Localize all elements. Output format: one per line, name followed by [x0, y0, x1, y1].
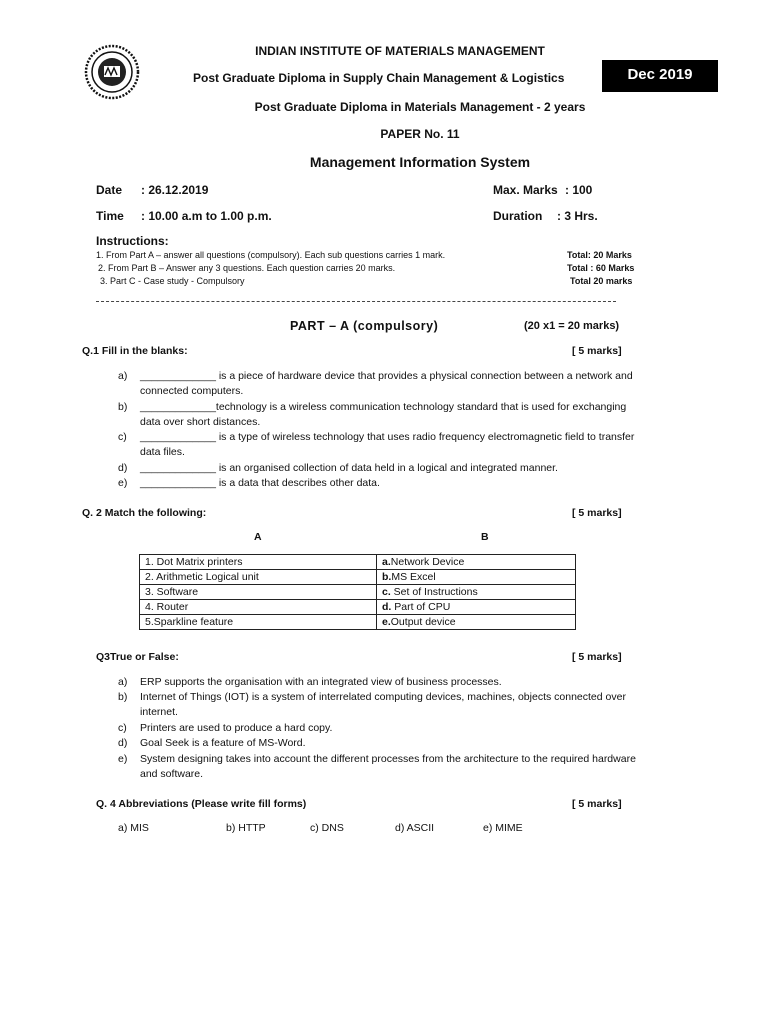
match-cell-a: 1. Dot Matrix printers — [140, 555, 377, 570]
match-cell-b: b.MS Excel — [377, 570, 576, 585]
q4-title: Q. 4 Abbreviations (Please write fill forms) — [96, 798, 307, 810]
instruction-item: 2. From Part B – Answer any 3 questions. Each question carries 20 marks. — [98, 263, 396, 273]
q1-item-letter: a) — [118, 370, 128, 382]
q1-item-text: _____________ is a data that describes other data. — [140, 477, 380, 489]
q1-title: Q.1 Fill in the blanks: — [82, 345, 188, 357]
match-cell-a: 4. Router — [140, 600, 377, 615]
program-title-mm: Post Graduate Diploma in Materials Management - 2 years — [254, 100, 586, 114]
table-row — [140, 570, 576, 585]
match-cell-a: 3. Software — [140, 585, 377, 600]
match-cell-a: 2. Arithmetic Logical unit — [140, 570, 377, 585]
program-title-scm: Post Graduate Diploma in Supply Chain Management & Logistics — [193, 71, 565, 85]
table-row — [140, 600, 576, 615]
q3-item-letter: c) — [118, 722, 127, 734]
time-value: : 10.00 a.m to 1.00 p.m. — [141, 209, 272, 223]
paper-number: PAPER No. 11 — [380, 127, 460, 141]
q2-marks: [ 5 marks] — [572, 507, 622, 519]
match-cell-b: a.Network Device — [377, 555, 576, 570]
q1-item-letter: e) — [118, 477, 128, 489]
abbreviation-item: a) MIS — [118, 822, 149, 834]
table-row — [140, 615, 576, 630]
exam-date-badge: Dec 2019 — [602, 60, 718, 92]
q1-item-text: _____________ is an organised collection of data held in a logical and integrated manner. — [140, 462, 558, 474]
q3-title: Q3True or False: — [96, 651, 179, 663]
instruction-total: Total: 20 Marks — [567, 250, 632, 260]
institute-name: INDIAN INSTITUTE OF MATERIALS MANAGEMENT — [255, 44, 545, 58]
q2-title: Q. 2 Match the following: — [82, 507, 207, 519]
q1-item-letter: b) — [118, 401, 128, 413]
abbreviation-item: e) MIME — [483, 822, 523, 834]
instruction-item: 1. From Part A – answer all questions (compulsory). Each sub questions carries 1 mark. — [96, 250, 446, 260]
max-marks-label: Max. Marks — [493, 183, 558, 197]
abbreviation-item: d) ASCII — [395, 822, 435, 834]
q3-marks: [ 5 marks] — [572, 651, 622, 663]
date-label: Date — [96, 183, 123, 197]
q3-item-letter: d) — [118, 737, 128, 749]
q1-item-text: _____________ is a type of wireless technology that uses radio frequency electromagnetic field to transfer — [140, 431, 635, 443]
q1-item-text: _____________ is a piece of hardware device that provides a physical connection between a network and — [140, 370, 633, 382]
q3-item-text-cont: and software. — [140, 768, 204, 780]
match-cell-b: e.Output device — [377, 615, 576, 630]
date-value: : 26.12.2019 — [141, 183, 209, 197]
q3-item-text: Goal Seek is a feature of MS-Word. — [140, 737, 306, 749]
q3-item-letter: b) — [118, 691, 128, 703]
duration-value: : 3 Hrs. — [557, 209, 598, 223]
match-cell-b: c. Set of Instructions — [377, 585, 576, 600]
q1-item-text: _____________technology is a wireless communication technology standard that is used for exchanging — [140, 401, 627, 413]
instruction-item: 3. Part C - Case study - Compulsory — [100, 276, 245, 286]
instructions-heading: Instructions: — [96, 234, 169, 248]
q1-item-text-cont: data over short distances. — [140, 416, 261, 428]
q1-item-text-cont: data files. — [140, 446, 185, 458]
q3-item-letter: e) — [118, 753, 128, 765]
q1-item-letter: c) — [118, 431, 127, 443]
match-column-b-header: B — [481, 531, 489, 543]
duration-label: Duration — [493, 209, 543, 223]
q3-item-text: Printers are used to produce a hard copy. — [140, 722, 333, 734]
section-divider — [96, 301, 616, 302]
q4-marks: [ 5 marks] — [572, 798, 622, 810]
q1-item-text-cont: connected computers. — [140, 385, 244, 397]
match-cell-b: d. Part of CPU — [377, 600, 576, 615]
time-label: Time — [96, 209, 124, 223]
match-column-a-header: A — [254, 531, 262, 543]
match-table — [139, 554, 576, 630]
match-cell-a: 5.Sparkline feature — [140, 615, 377, 630]
q1-marks: [ 5 marks] — [572, 345, 622, 357]
instruction-total: Total 20 marks — [570, 276, 633, 286]
table-row — [140, 585, 576, 600]
q3-item-text: Internet of Things (IOT) is a system of interrelated computing devices, machines, objects connected over — [140, 691, 626, 703]
institute-seal-logo — [84, 44, 140, 100]
q3-item-text: System designing takes into account the different processes from the architecture to the required hardware — [140, 753, 636, 765]
table-row — [140, 555, 576, 570]
abbreviation-item: b) HTTP — [226, 822, 266, 834]
q3-item-text: ERP supports the organisation with an integrated view of business processes. — [140, 676, 502, 688]
part-a-title: PART – A (compulsory) — [290, 319, 439, 333]
q3-item-letter: a) — [118, 676, 128, 688]
max-marks-value: : 100 — [565, 183, 593, 197]
part-a-marks: (20 x1 = 20 marks) — [524, 320, 620, 332]
q1-item-letter: d) — [118, 462, 128, 474]
abbreviation-item: c) DNS — [310, 822, 344, 834]
subject-title: Management Information System — [309, 154, 531, 170]
q3-item-text-cont: internet. — [140, 706, 178, 718]
instruction-total: Total : 60 Marks — [567, 263, 635, 273]
